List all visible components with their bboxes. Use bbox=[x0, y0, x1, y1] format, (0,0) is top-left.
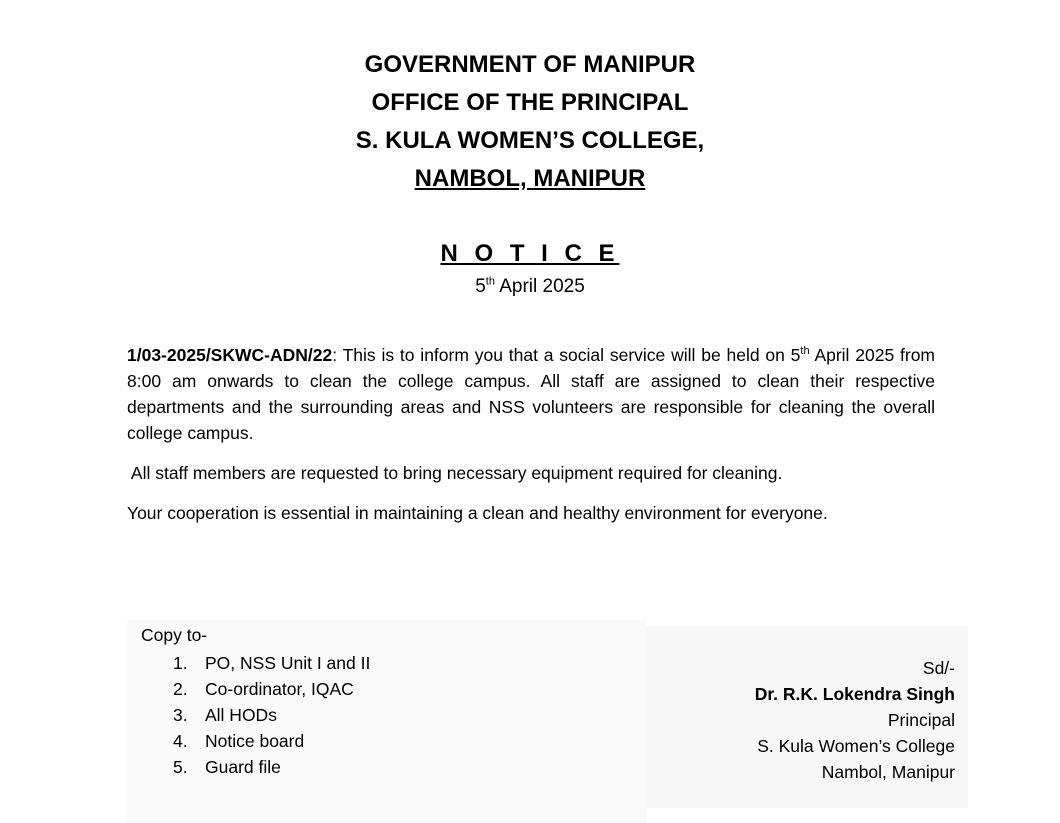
list-item bbox=[173, 676, 370, 702]
copy-to-list bbox=[173, 650, 370, 780]
notice-date bbox=[0, 276, 1060, 298]
list-item bbox=[173, 650, 370, 676]
paragraph-1-suffix: th bbox=[800, 345, 810, 358]
copy-to-section bbox=[127, 620, 647, 823]
list-number: 3. bbox=[173, 705, 188, 725]
date-suffix: th bbox=[485, 275, 495, 288]
list-item bbox=[173, 754, 370, 780]
header-college: S. KULA WOMEN’S COLLEGE, bbox=[355, 127, 705, 154]
list-item bbox=[173, 702, 370, 728]
list-item bbox=[173, 728, 370, 754]
signature-block bbox=[647, 626, 968, 808]
list-number: 5. bbox=[173, 757, 188, 777]
header-office: OFFICE OF THE PRINCIPAL bbox=[371, 89, 689, 116]
date-month-year: April 2025 bbox=[494, 276, 585, 297]
notice-paragraph-2: All staff members are requested to bring necessary equipment required for cleaning. bbox=[127, 463, 783, 483]
list-text: Co-ordinator, IQAC bbox=[205, 679, 354, 699]
list-text: Guard file bbox=[205, 757, 281, 777]
header-location: NAMBOL, MANIPUR bbox=[414, 165, 646, 192]
signed-mark: Sd/- bbox=[922, 658, 955, 678]
list-number: 1. bbox=[173, 653, 188, 673]
date-day: 5 bbox=[475, 276, 486, 297]
list-text: Notice board bbox=[205, 731, 305, 751]
reference-number: 1/03-2025/SKWC-ADN/22 bbox=[127, 345, 333, 365]
notice-paragraph-3: Your cooperation is essential in maintaining a clean and healthy environment for everyone. bbox=[127, 503, 828, 523]
list-number: 2. bbox=[173, 679, 188, 699]
signatory-place: Nambol, Manipur bbox=[821, 762, 955, 782]
list-text: All HODs bbox=[205, 705, 277, 725]
paragraph-1-text-b: April 2025 from 8:00 am onwards to clean the college campus. All staff are assigned to clean their respective departments and the surrounding areas and NSS volunteers are responsible for cleaning the overall college campus. bbox=[127, 345, 936, 443]
paragraph-1-text-a: : This is to inform you that a social service will be held on 5 bbox=[332, 345, 801, 365]
list-text: PO, NSS Unit I and II bbox=[205, 653, 371, 673]
list-number: 4. bbox=[173, 731, 188, 751]
copy-to-heading: Copy to- bbox=[141, 625, 208, 645]
signatory-college: S. Kula Women’s College bbox=[757, 736, 955, 756]
letterhead bbox=[0, 46, 1060, 198]
signatory-name: Dr. R.K. Lokendra Singh bbox=[754, 684, 955, 704]
notice-title: N O T I C E bbox=[440, 240, 620, 267]
notice-paragraph-1 bbox=[127, 342, 935, 446]
header-government: GOVERNMENT OF MANIPUR bbox=[364, 51, 696, 78]
signatory-designation: Principal bbox=[887, 710, 955, 730]
